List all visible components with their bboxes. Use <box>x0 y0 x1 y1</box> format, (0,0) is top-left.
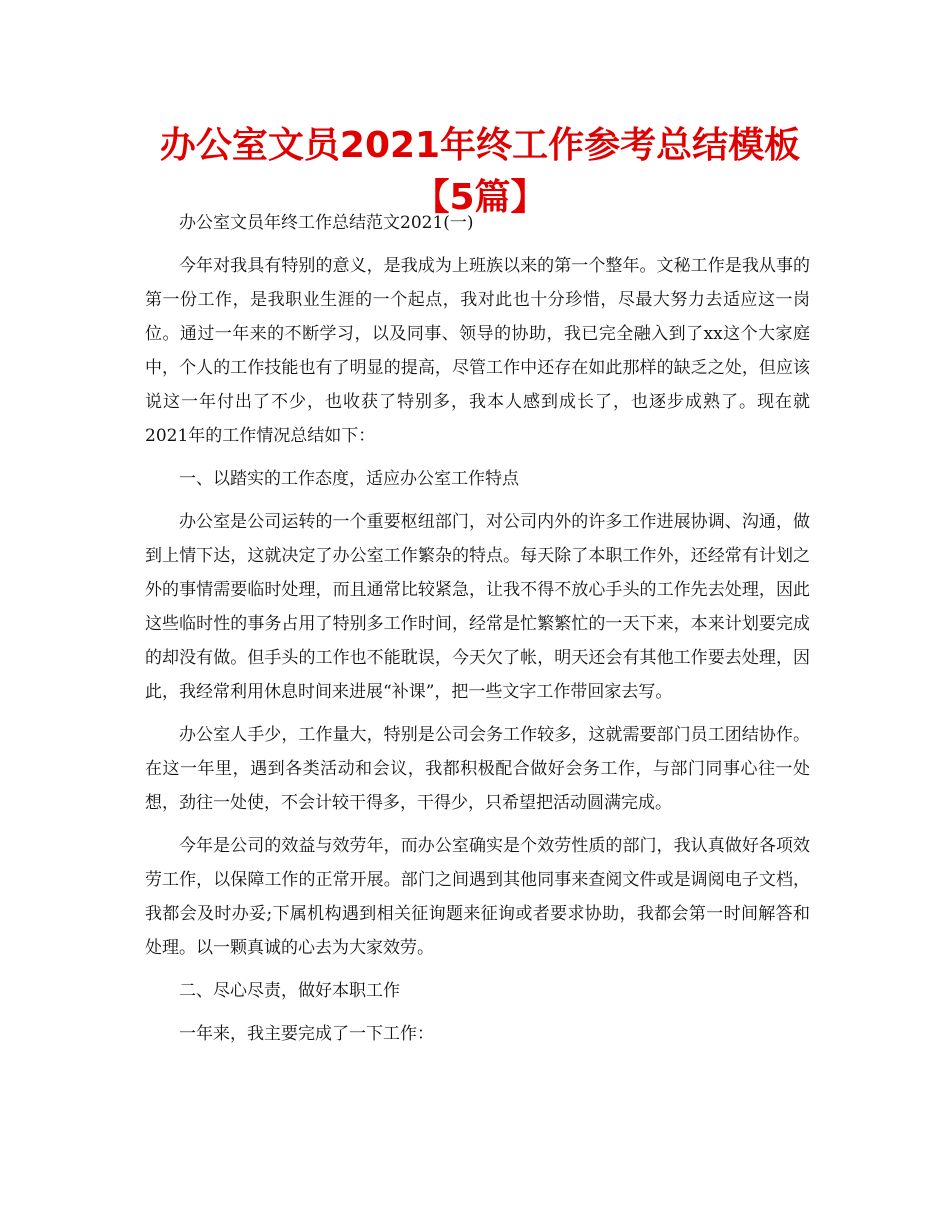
document-body <box>145 206 810 1060</box>
paragraph-work-list-intro: 一年来，我主要完成了一下工作： <box>179 1024 434 1044</box>
document-title: 办公室文员2021年终工作参考总结模板【5篇】 <box>159 125 801 218</box>
paragraph-teamwork: 办公室人手少，工作量大，特别是公司会务工作较多，这就需要部门员工团结协作。在这一年里，遇到各类活动和会议，我都积极配合做好会务工作，与部门同事心往一处想，劲往一处使，不会计较干得多，干得少，只希望把活动圆满完成。 <box>145 725 810 813</box>
paragraph-office-role: 办公室是公司运转的一个重要枢纽部门，对公司内外的许多工作进展协调、沟通，做到上情下达，这就决定了办公室工作繁杂的特点。每天除了本职工作外，还经常有计划之外的事情需要临时处理，而且通常比较紧急，让我不得不放心手头的工作先去处理，因此这些临时性的事务占用了特别多工作时间，经常是忙繁繁忙的一天下来，本来计划要完成的却没有做。但手头的工作也不能耽误，今天欠了帐，明天还会有其他工作要去处理，因此，我经常利用休息时间来进展“补课”，把一些文字工作带回家去写。 <box>145 512 810 702</box>
section-heading-2: 二、尽心尽责，做好本职工作 <box>179 981 400 1001</box>
section-heading-1: 一、以踏实的工作态度，适应办公室工作特点 <box>179 469 519 489</box>
paragraph-service: 今年是公司的效益与效劳年，而办公室确实是个效劳性质的部门，我认真做好各项效劳工作，以保障工作的正常开展。部门之间遇到其他同事来查阅文件或是调阅电子文档，我都会及时办妥;下属机构遇到相关征询题来征询或者要求协助，我都会第一时间解答和处理。以一颗真诚的心去为大家效劳。 <box>145 836 810 958</box>
paragraph-intro: 今年对我具有特别的意义，是我成为上班族以来的第一个整年。文秘工作是我从事的第一份工作，是我职业生涯的一个起点，我对此也十分珍惜，尽最大努力去适应这一岗位。通过一年来的不断学习，以及同事、领导的协助，我已完全融入到了xx这个大家庭中，个人的工作技能也有了明显的提高，尽管工作中还存在如此那样的缺乏之处，但应该说这一年付出了不少，也收获了特别多，我本人感到成长了，也逐步成熟了。现在就2021年的工作情况总结如下： <box>145 256 810 446</box>
section-subtitle: 办公室文员年终工作总结范文2021(一) <box>179 213 474 233</box>
